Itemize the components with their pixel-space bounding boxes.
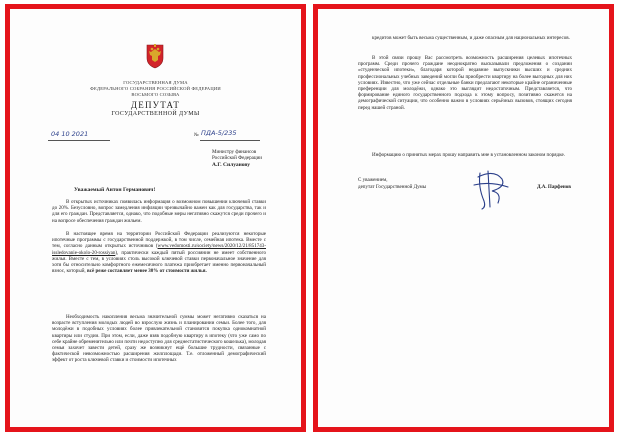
signer-name: Д.А. Парфенов <box>537 184 571 190</box>
page-2-border <box>313 4 614 432</box>
closing-regards: С уважением, <box>358 177 388 183</box>
date-underline <box>48 140 110 141</box>
paragraph-5: В этой связи прошу Вас рассмотреть возможность расширения целевых ипотечных программ. Среди прочего граждане неоднократно высказывали предложения о создании «студенческой ипотеки», благодаря которой недавние выпускники высших и средних профессиональных учебных заведений могли бы приобрести квартиру на более выгодных для них условиях. Известно, что уже сейчас отдельные банки предлагают некоторые крайне ограниченные преференции для молодёжи, однако это выглядит недостаточным. Представляется, что формирование единого государственного подхода к этому вопросу, позитивно скажется на демографической ситуации, что особенно важно в условиях серьёзных вызовов, стоящих сегодня перед нашей страной. <box>358 55 572 111</box>
paragraph-2-text-a: В настоящее время на территории Российской Федерации реализуются некоторые ипотечные программы с государственной поддержкой, в том числе, семейная ипотека. Вместе с тем, согласно данным открытых источников ( <box>52 231 266 250</box>
source-link[interactable]: www.vedomosti.ru/society/news/2020/12/21/851743-issledovanie-okolo-20-rossiyan <box>52 243 266 256</box>
closing-position: депутат Государственной Думы <box>358 184 427 190</box>
paragraph-6: Информацию о принятых мерах прошу направить мне в установленном законом порядке. <box>372 152 566 158</box>
page-1-border <box>5 4 306 432</box>
addressee-line-1: Министру финансов <box>212 149 257 155</box>
letter-date: 04 10 2021 <box>51 130 89 138</box>
addressee-name: А.Г. Силуанову <box>212 162 250 168</box>
paragraph-1: В открытых источниках появилась информация о возможном повышении ключевой ставки до 20%. Безусловно, вопрос замедления инфляции чрезвычайно важен как для государства, так и для его граждан. Представляется, однако, что подобные меры негативно скажутся среди прочего и на вопросе обеспечения граждан жильем. <box>52 199 266 224</box>
salutation: Уважаемый Антон Германович! <box>74 187 156 193</box>
header-federal-assembly: ФЕДЕРАЛЬНОГО СОБРАНИЯ РОССИЙСКОЙ ФЕДЕРАЦИИ <box>90 86 221 91</box>
header-title: ДЕПУТАТ <box>130 100 181 110</box>
paragraph-4: кредитов может быть весьма существенным, и даже опасным для национальных интересов. <box>372 35 570 41</box>
header-convocation: ВОСЬМОГО СОЗЫВА <box>131 92 180 97</box>
paragraph-2 <box>52 231 266 274</box>
letter-number: ПДА-5/235 <box>201 129 237 137</box>
paragraph-2-emphasis: всё реже составляет менее 30% от стоимости жилья. <box>86 268 207 275</box>
handwritten-signature <box>468 167 518 211</box>
letter-page-2 <box>318 9 609 427</box>
number-underline <box>200 140 260 141</box>
header-subtitle: ГОСУДАРСТВЕННОЙ ДУМЫ <box>111 111 200 117</box>
addressee-line-2: Российской Федерации <box>212 155 262 161</box>
coat-of-arms-emblem <box>144 43 166 69</box>
number-prefix: № <box>194 132 199 138</box>
letter-page-1 <box>10 9 301 427</box>
paragraph-3: Необходимость накопления весьма значительной суммы может негативно сказаться на возрасте вступления молодых людей во взрослую жизнь и планировании семьи. Более того, для молодёжи в подобных условиях более привлекательной становится покупка однокомнатной квартиры или студии. При этом, если, даже взяв подобную квартиру в ипотеку (что уже само по себе крайне обременительно или почти недоступно для среднестатистического кошелька), молодая семья захочет завести детей, сразу же возникнут ещё большие трудности, связанные с фактической невозможностью расширения жилплощади. Т.е. отложенный демографический эффект от роста ключевой ставки и стоимости ипотечных <box>52 314 266 364</box>
paragraph-2-text-b: ), практически каждый пятый россиянин не имеет собственного жилья. Вместе с тем, в условиях столь высокой ключевой ставки первоначальное значение для хотя бы относительно комфортного ежемесячного платежа приобретает именно первоначальный взнос, который, <box>52 249 266 275</box>
header-duma: ГОСУДАРСТВЕННАЯ ДУМА <box>123 80 188 85</box>
